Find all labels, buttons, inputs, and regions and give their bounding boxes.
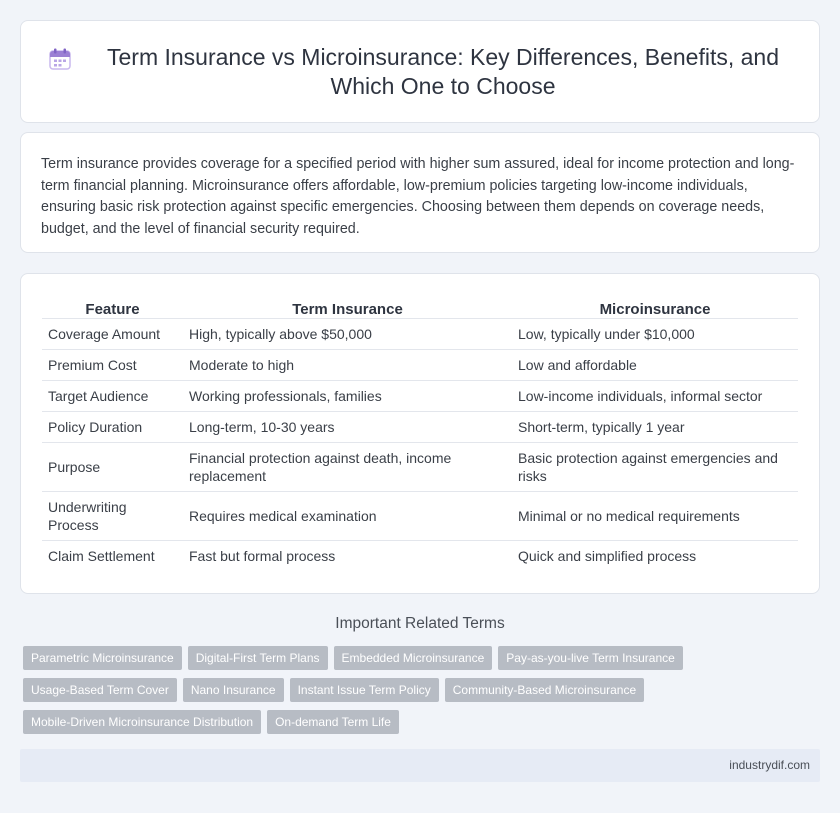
related-tags: [23, 646, 683, 734]
term-cell: Requires medical examination: [183, 491, 512, 540]
table-row: [42, 442, 798, 491]
header-term-insurance: Term Insurance: [292, 300, 403, 318]
table-row: [42, 411, 798, 442]
tag-usage-based-term-cover[interactable]: Usage-Based Term Cover: [23, 678, 177, 702]
term-cell: Moderate to high: [183, 349, 512, 380]
table-row: [42, 318, 798, 349]
micro-cell: Low and affordable: [512, 349, 798, 380]
tag-parametric-microinsurance[interactable]: Parametric Microinsurance: [23, 646, 182, 670]
micro-cell: Low, typically under $10,000: [512, 318, 798, 349]
table-header-row: [42, 296, 798, 318]
title-wrap: [45, 43, 795, 101]
comparison-table-card: [20, 273, 820, 594]
table-row: [42, 540, 798, 571]
tag-embedded-microinsurance[interactable]: Embedded Microinsurance: [334, 646, 493, 670]
feature-cell: Premium Cost: [42, 349, 183, 380]
micro-cell: Short-term, typically 1 year: [512, 411, 798, 442]
feature-cell: Purpose: [42, 442, 183, 491]
tag-nano-insurance[interactable]: Nano Insurance: [183, 678, 284, 702]
term-cell: Long-term, 10-30 years: [183, 411, 512, 442]
comparison-table: [42, 296, 798, 571]
micro-cell: Quick and simplified process: [512, 540, 798, 571]
footer-site-link[interactable]: industrydif.com: [729, 758, 810, 772]
micro-cell: Low-income individuals, informal sector: [512, 380, 798, 411]
micro-cell: Minimal or no medical requirements: [512, 491, 798, 540]
intro-card: [20, 132, 820, 253]
feature-cell: Target Audience: [42, 380, 183, 411]
micro-cell: Basic protection against emergencies and risks: [512, 442, 798, 491]
feature-cell: Policy Duration: [42, 411, 183, 442]
tag-instant-issue-term-policy[interactable]: Instant Issue Term Policy: [290, 678, 439, 702]
term-cell: Financial protection against death, income replacement: [183, 442, 512, 491]
feature-cell: Coverage Amount: [42, 318, 183, 349]
calendar-icon: [47, 46, 73, 72]
table-row: [42, 491, 798, 540]
header-microinsurance: Microinsurance: [599, 300, 711, 318]
tag-community-based-microinsurance[interactable]: Community-Based Microinsurance: [445, 678, 644, 702]
tag-digital-first-term-plans[interactable]: Digital-First Term Plans: [188, 646, 328, 670]
page-title: Term Insurance vs Microinsurance: Key Differences, Benefits, and Which One to Choose: [107, 44, 779, 99]
tag-mobile-driven-microinsurance-distribution[interactable]: Mobile-Driven Microinsurance Distribution: [23, 710, 261, 734]
feature-cell: Claim Settlement: [42, 540, 183, 571]
related-terms-title: Important Related Terms: [335, 615, 505, 632]
term-cell: High, typically above $50,000: [183, 318, 512, 349]
header-card: [20, 20, 820, 123]
term-cell: Working professionals, families: [183, 380, 512, 411]
table-row: [42, 349, 798, 380]
header-feature: Feature: [85, 300, 140, 318]
tag-on-demand-term-life[interactable]: On-demand Term Life: [267, 710, 399, 734]
intro-paragraph: Term insurance provides coverage for a specified period with higher sum assured, ideal for income protection and long-term financial planning. Microinsurance offers affordable, low-premium policies targeting low-income individuals, ensuring basic risk protection against specific emergencies. Choosing between them depends on coverage needs, budget, and the level of financial security required.: [41, 156, 795, 237]
tag-pay-as-you-live-term-insurance[interactable]: Pay-as-you-live Term Insurance: [498, 646, 683, 670]
term-cell: Fast but formal process: [183, 540, 512, 571]
footer: [20, 749, 820, 782]
table-row: [42, 380, 798, 411]
feature-cell: Underwriting Process: [42, 491, 183, 540]
